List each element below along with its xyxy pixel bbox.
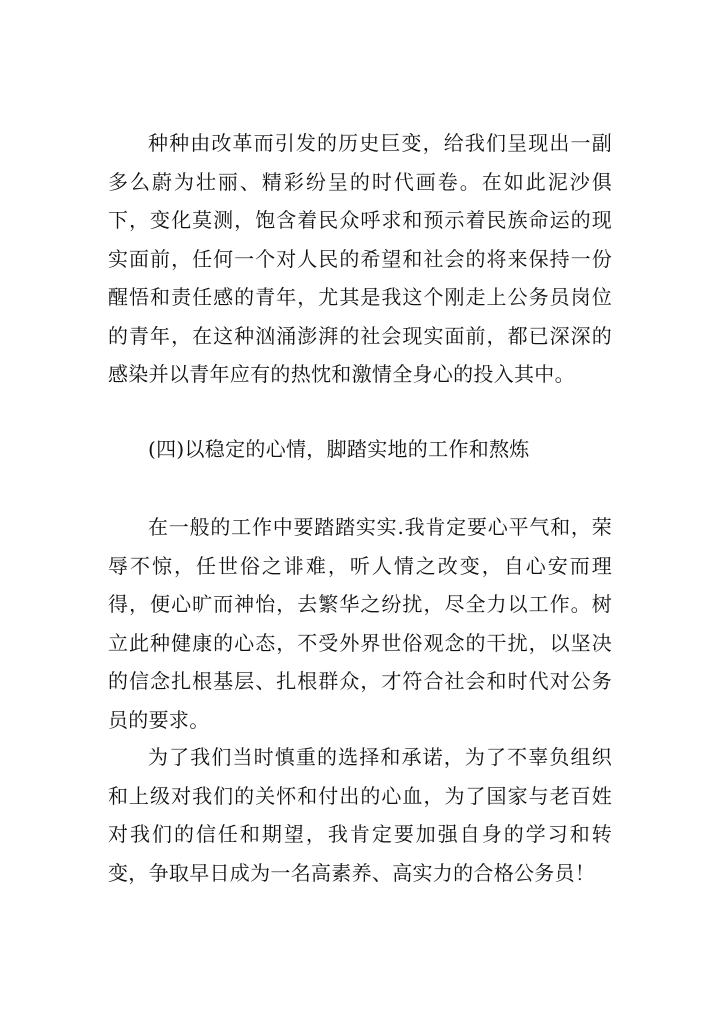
paragraph-block-1 xyxy=(108,124,612,394)
paragraph-3: 为了我们当时慎重的选择和承诺，为了不辜负组织和上级对我们的关怀和付出的心血，为了国家与老百姓对我们的信任和期望，我肯定要加强自身的学习和转变，争取早日成为一名高素养、高实力的合格公务员！ xyxy=(108,745,612,885)
section-heading-block xyxy=(108,430,612,469)
section-heading: (四)以稳定的心情，脚踏实地的工作和熬炼 xyxy=(148,437,530,461)
paragraph-block-3 xyxy=(108,738,612,892)
paragraph-2: 在一般的工作中要踏踏实实.我肯定要心平气和，荣辱不惊，任世俗之诽难，听人情之改变，自心安而理得，便心旷而神怡，去繁华之纷扰，尽全力以工作。树立此种健康的心态，不受外界世俗观念的干扰，以坚决的信念扎根基层、扎根群众，才符合社会和时代对公务员的要求。 xyxy=(108,515,612,732)
paragraph-block-2 xyxy=(108,508,612,739)
paragraph-1: 种种由改革而引发的历史巨变，给我们呈现出一副多么蔚为壮丽、精彩纷呈的时代画卷。在如此泥沙俱下，变化莫测，饱含着民众呼求和预示着民族命运的现实面前，任何一个对人民的希望和社会的将来保持一份醒悟和责任感的青年，尤其是我这个刚走上公务员岗位的青年，在这种汹涌澎湃的社会现实面前，都已深深的感染并以青年应有的热忱和激情全身心的投入其中。 xyxy=(108,131,612,386)
